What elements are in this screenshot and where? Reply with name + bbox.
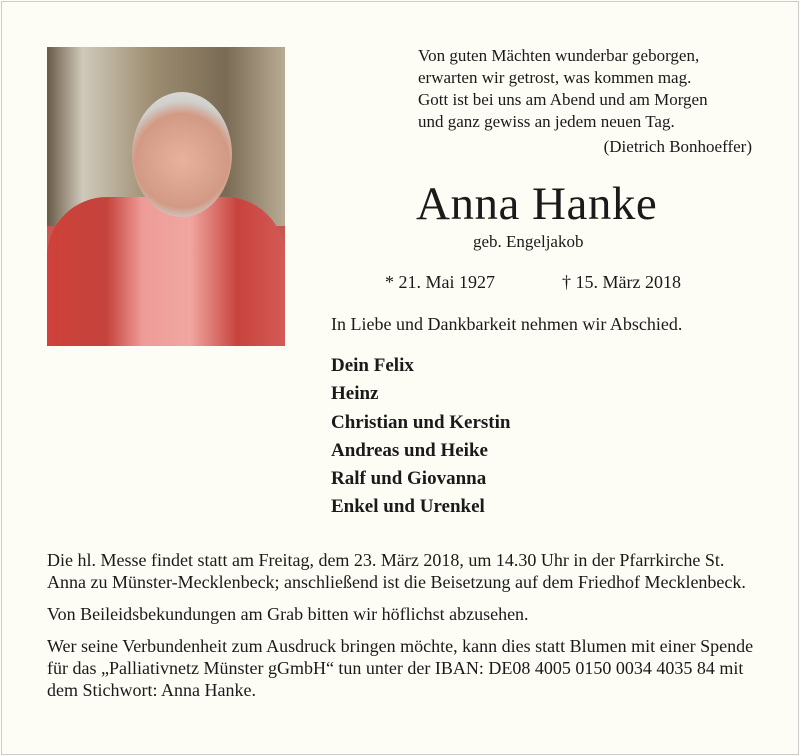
mourner: Ralf und Giovanna [331,468,487,490]
farewell-line: In Liebe und Dankbarkeit nehmen wir Abschied. [331,314,683,334]
mourner: Dein Felix [331,355,414,376]
donation-note: Wer seine Verbundenheit zum Ausdruck bringen möchte, kann dies statt Blumen mit einer Spende für das „Palliativnetz Münster gGmbH“ tun unter der IBAN: DE08 4005 0150 0034 4035 84 mit dem Stichwort: Anna Hanke. [47,636,754,700]
mourner: Heinz [331,383,379,405]
poem [418,45,708,133]
portrait-photo [47,47,285,346]
mourner: Andreas und Heike [331,439,488,461]
service-information [47,549,757,711]
mourner: Christian und Kerstin [331,411,511,433]
funeral-details: Die hl. Messe findet statt am Freitag, dem 23. März 2018, um 14.30 Uhr in der Pfarrkirche St. Anna zu Münster-Mecklenbeck; anschließend ist die Beisetzung auf dem Friedhof Mecklenbeck. [47,550,746,592]
poem-line: und ganz gewiss an jedem neuen Tag. [418,112,675,131]
deceased-name: Anna Hanke [416,178,658,230]
poem-line: Von guten Mächten wunderbar geborgen, [418,46,700,65]
death-date: † 15. März 2018 [562,272,681,292]
poem-line: Gott ist bei uns am Abend und am Morgen [418,90,708,109]
poem-line: erwarten wir getrost, was kommen mag. [418,68,692,87]
mourner: Enkel und Urenkel [331,496,485,518]
poem-author: (Dietrich Bonhoeffer) [603,137,752,156]
condolence-note: Von Beileidsbekundungen am Grab bitten wir höflichst abzusehen. [47,604,529,624]
photo-figure-head [132,92,232,217]
birth-name: geb. Engeljakob [473,232,584,251]
birth-date: * 21. Mai 1927 [385,272,495,292]
mourners-list [331,352,510,522]
photo-figure-body [47,197,285,346]
